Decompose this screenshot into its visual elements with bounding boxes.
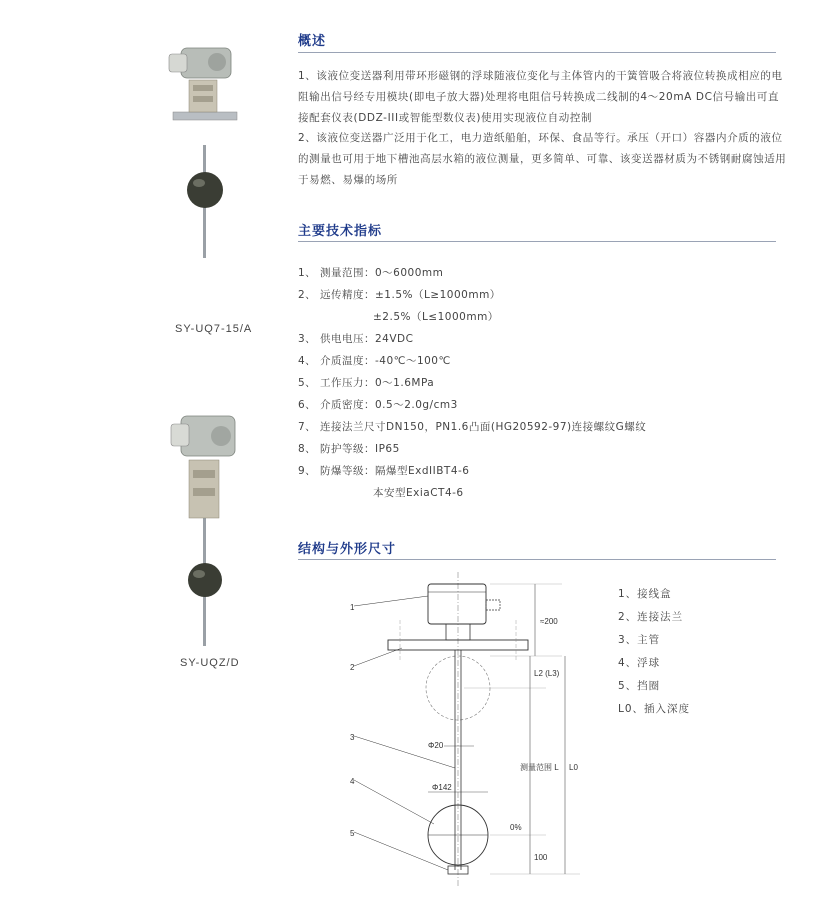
callout-4: 4 [350,777,355,786]
product-image-1 [165,40,245,260]
legend-item: 4、浮球 [618,657,661,669]
structure-diagram [340,570,590,894]
dim-pipe: Φ20 [428,741,444,750]
dim-3: 测量范围 L [520,763,559,772]
spec-item: 1、 测量范围：0～6000mm [298,267,444,279]
structure-legend [618,586,690,724]
overview-paragraph-2: 2、该液位变送器广泛用于化工，电力造纸船舶，环保、食品等行。承压（开口）容器内介质的液位的测量也可用于地下槽池高层水箱的液位测量，更多简单、可靠、该变送器材质为不锈钢耐腐蚀适用于易燃、易爆的场所 [298,132,787,186]
spec-item: 3、 供电电压：24VDC [298,333,414,345]
product-column [0,0,280,900]
legend-item: 3、主管 [618,634,661,646]
overview-title: 概述 [298,34,327,49]
spec-item: 6、 介质密度：0.5～2.0g/cm3 [298,399,458,411]
dim-4: L0 [569,763,578,772]
spec-item: 本安型ExiaCT4-6 [373,487,464,499]
spec-item: 8、 防护等级：IP65 [298,443,400,455]
dim-ball: Φ142 [432,783,452,792]
callout-2: 2 [350,663,355,672]
dim-1: ≈200 [540,617,558,626]
specs-divider [298,241,776,242]
legend-item: 1、接线盒 [618,588,672,600]
dim-5: 100 [534,853,548,862]
product-caption-2: SY-UQZ/D [180,657,240,669]
legend-item: L0、插入深度 [618,703,691,715]
callout-3: 3 [350,733,355,742]
callout-1: 1 [350,603,355,612]
specs-title: 主要技术指标 [298,224,383,239]
legend-item: 5、挡圈 [618,680,661,692]
spec-item: 9、 防爆等级：隔爆型ExdIIBT4-6 [298,465,470,477]
callout-5: 5 [350,829,355,838]
dim-zero: 0% [510,823,522,832]
overview-paragraph-1: 1、该液位变送器利用带环形磁钢的浮球随液位变化与主体管内的干簧管吸合将液位转换成相应的电阻输出信号经专用模块(即电子放大器)处理将电阻信号转换成二线制的4～20mA DC信号输出可直接配套仪表(DDZ-III或智能型数仪表)使用实现液位自动控制 [298,70,783,124]
spec-item: 5、 工作压力：0～1.6MPa [298,377,435,389]
spec-item: ±2.5%（L≤1000mm） [373,311,499,323]
product-image-2 [165,408,245,648]
spec-item: 2、 远传精度：±1.5%（L≥1000mm） [298,289,501,301]
spec-item: 4、 介质温度：-40℃～100℃ [298,355,451,367]
product-caption-1: SY-UQ7-15/A [175,323,253,335]
spec-list [298,262,788,504]
overview-divider [298,52,776,53]
spec-item: 7、 连接法兰尺寸DN150，PN1.6凸面(HG20592-97)连接螺纹G螺纹 [298,421,647,433]
structure-title: 结构与外形尺寸 [298,542,397,557]
legend-item: 2、连接法兰 [618,611,684,623]
structure-divider [298,559,776,560]
dim-2: L2 (L3) [534,669,560,678]
